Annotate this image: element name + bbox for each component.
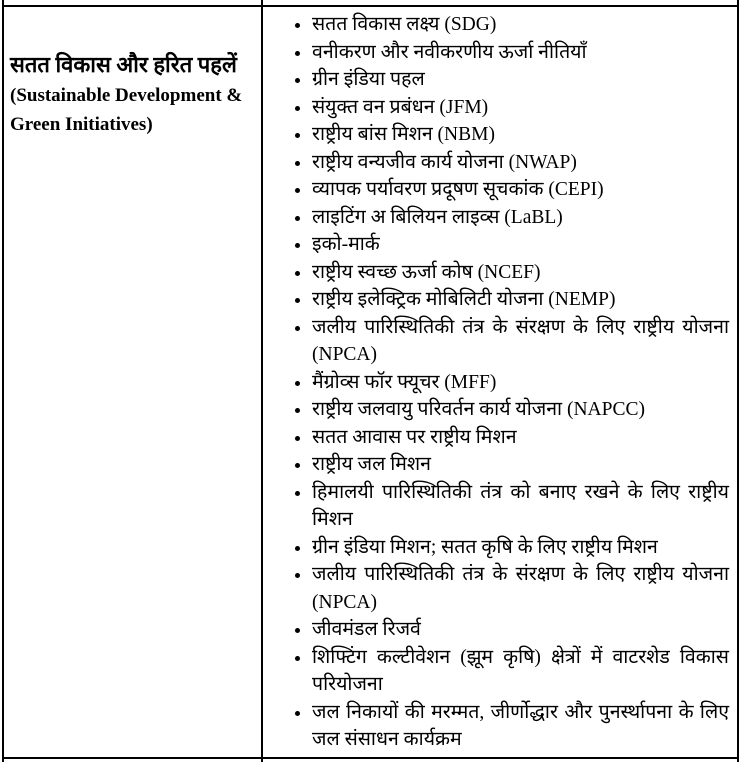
list-item: • ग्रीन इंडिया मिशन; सतत कृषि के लिए राष्ट्रीय मिशन [312,534,729,562]
list-item: • जीवमंडल रिजर्व [312,616,729,644]
list-item: • हिमालयी पारिस्थितिकी तंत्र को बनाए रखने के लिए राष्ट्रीय मिशन [312,479,729,534]
list-item: • लाइटिंग अ बिलियन लाइव्स (LaBL) [312,204,729,232]
list-item: • सतत आवास पर राष्ट्रीय मिशन [312,424,729,452]
list-item: • जल निकायों की मरम्मत, जीर्णोद्धार और पुनर्स्थापना के लिए जल संसाधन कार्यक्रम [312,699,729,754]
list-item: • मैंग्रोव्स फॉर फ्यूचर (MFF) [312,369,729,397]
list-item: • राष्ट्रीय जलवायु परिवर्तन कार्य योजना (NAPCC) [312,396,729,424]
list-item: • इको-मार्क [312,231,729,259]
list-item: • जलीय पारिस्थितिकी तंत्र के संरक्षण के लिए राष्ट्रीय योजना (NPCA) [312,314,729,369]
list-item: • राष्ट्रीय स्वच्छ ऊर्जा कोष (NCEF) [312,259,729,287]
category-title-hindi: सतत विकास और हरित पहलें [10,52,237,77]
initiatives-list [263,7,737,754]
category-cell [4,7,261,140]
list-item: • राष्ट्रीय जल मिशन [312,451,729,479]
list-item: • संयुक्त वन प्रबंधन (JFM) [312,94,729,122]
category-title-english: (Sustainable Development & Green Initiatives) [10,85,243,135]
list-item: • व्यापक पर्यावरण प्रदूषण सूचकांक (CEPI) [312,176,729,204]
list-item: • वनीकरण और नवीकरणीय ऊर्जा नीतियाँ [312,39,729,67]
list-item: • शिफ्टिंग कल्टीवेशन (झूम कृषि) क्षेत्रों में वाटरशेड विकास परियोजना [312,644,729,699]
row-bottom-border [2,757,739,759]
list-item: • जलीय पारिस्थितिकी तंत्र के संरक्षण के लिए राष्ट्रीय योजना (NPCA) [312,561,729,616]
list-item: • राष्ट्रीय वन्यजीव कार्य योजना (NWAP) [312,149,729,177]
list-item: • राष्ट्रीय इलेक्ट्रिक मोबिलिटी योजना (NEMP) [312,286,729,314]
table-border-right [737,0,739,762]
list-item: • सतत विकास लक्ष्य (SDG) [312,11,729,39]
list-item: • ग्रीन इंडिया पहल [312,66,729,94]
list-item: • राष्ट्रीय बांस मिशन (NBM) [312,121,729,149]
